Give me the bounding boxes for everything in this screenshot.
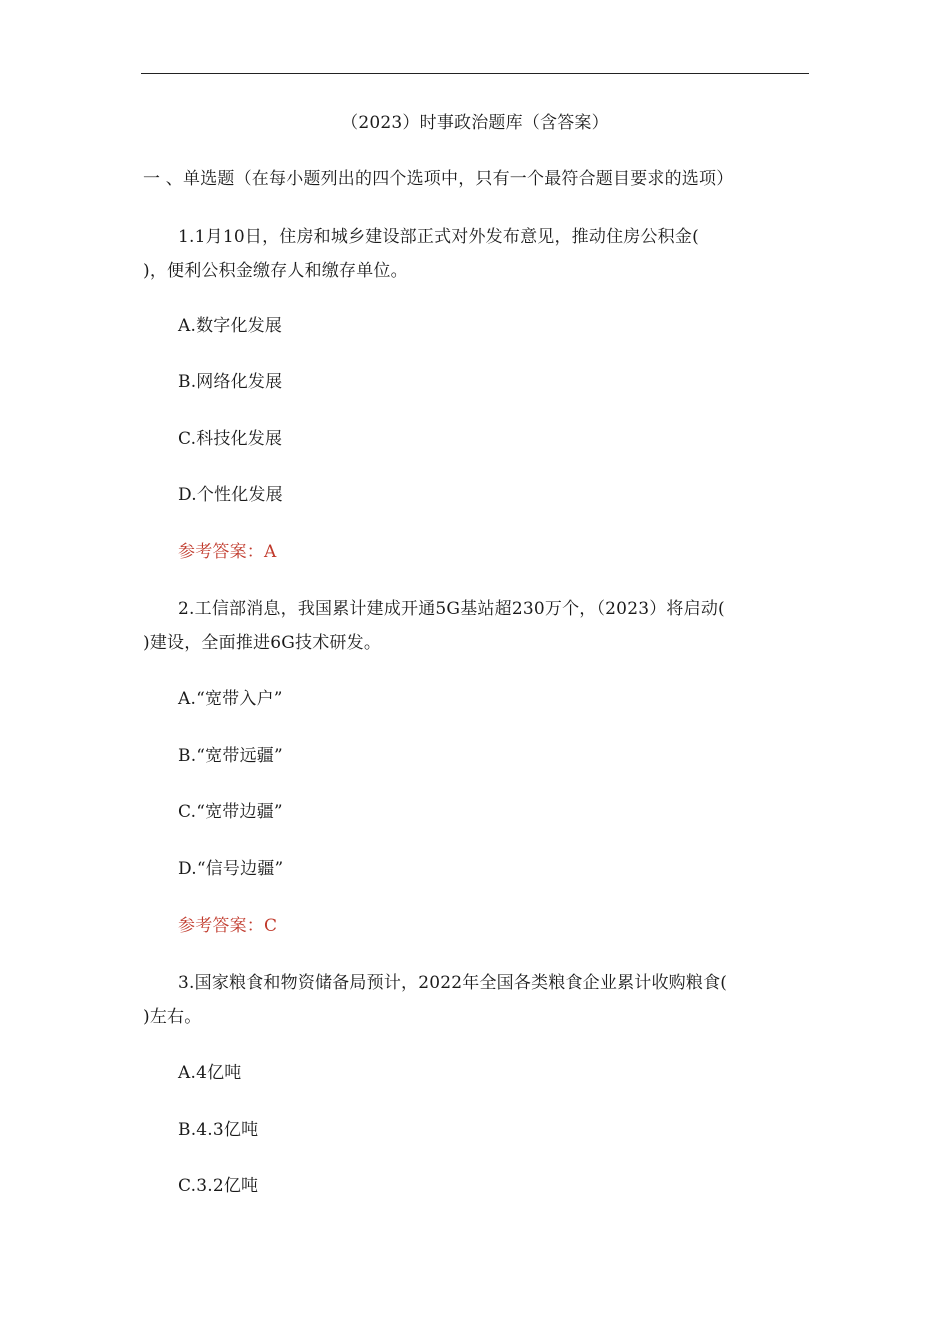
question-2-option-a: A.“宽带入户” xyxy=(178,689,283,709)
section-heading: 一 、单选题（在每小题列出的四个选项中，只有一个最符合题目要求的选项） xyxy=(143,169,734,189)
question-1-option-d: D.个性化发展 xyxy=(178,485,283,505)
document-title: （2023）时事政治题库（含答案） xyxy=(341,113,609,133)
question-2-option-b: B.“宽带远疆” xyxy=(178,746,283,766)
question-1-option-c: C.科技化发展 xyxy=(178,429,283,449)
question-3-option-c: C.3.2亿吨 xyxy=(178,1176,259,1196)
question-1-option-b: B.网络化发展 xyxy=(178,372,283,392)
question-1-stem-cont: )，便利公积金缴存人和缴存单位。 xyxy=(143,261,408,281)
question-2-option-d: D.“信号边疆” xyxy=(178,859,284,879)
question-3-option-a: A.4亿吨 xyxy=(178,1063,242,1083)
question-3-option-b: B.4.3亿吨 xyxy=(178,1120,259,1140)
question-2-stem: 2.工信部消息，我国累计建成开通5G基站超230万个，（2023）将启动( xyxy=(178,599,725,619)
question-1-answer: 参考答案：A xyxy=(178,542,277,562)
header-rule xyxy=(141,73,809,74)
question-1-option-a: A.数字化发展 xyxy=(178,316,283,336)
question-1-stem: 1.1月10日，住房和城乡建设部正式对外发布意见，推动住房公积金( xyxy=(178,227,699,247)
question-3-stem: 3.国家粮食和物资储备局预计，2022年全国各类粮食企业累计收购粮食( xyxy=(178,973,728,993)
question-2-answer: 参考答案：C xyxy=(178,916,278,936)
question-2-stem-cont: )建设，全面推进6G技术研发。 xyxy=(143,633,382,653)
question-3-stem-cont: )左右。 xyxy=(143,1007,202,1027)
question-2-option-c: C.“宽带边疆” xyxy=(178,802,283,822)
